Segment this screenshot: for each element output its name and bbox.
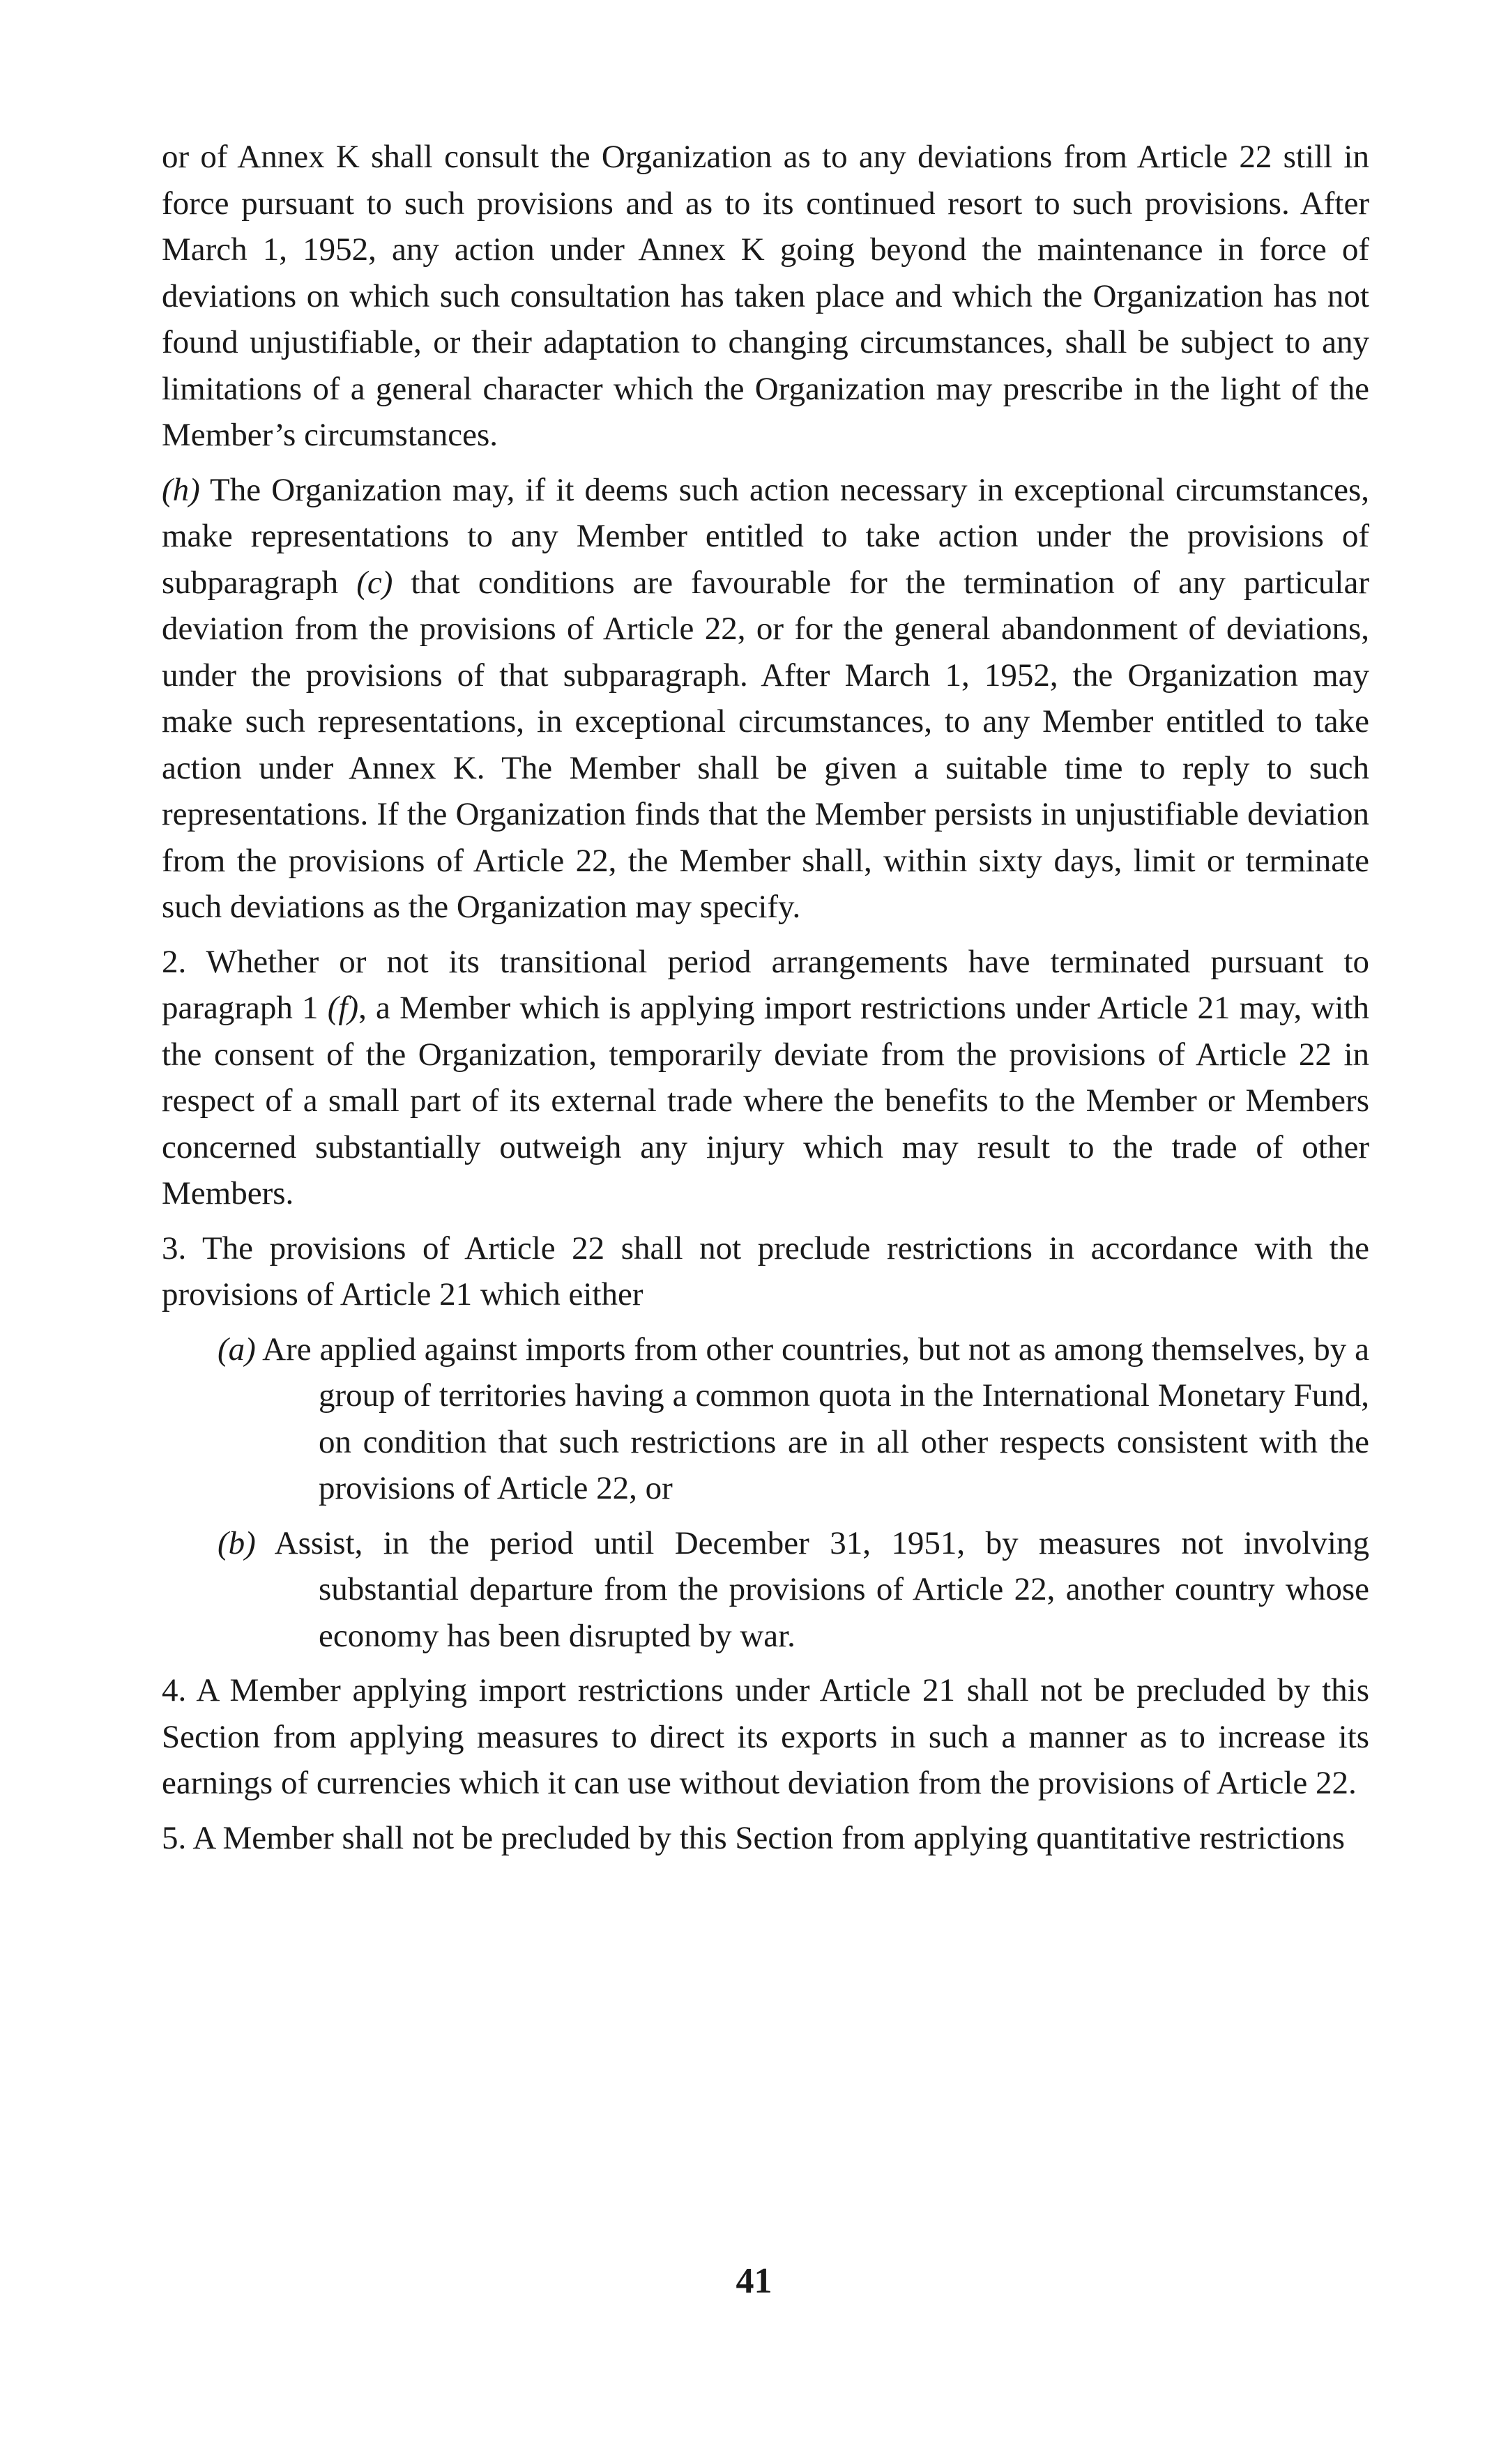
body-text bbox=[162, 134, 1369, 1861]
reference-subparagraph-c: (c) bbox=[356, 564, 393, 601]
paragraph-h-text: The Organization may, if it deems such action necessary in exceptional circumstances, make representations to any Member entitled to take action under the provisions of subparagraph bbox=[162, 471, 1369, 601]
paragraph-3b-text: Assist, in the period until December 31, 1951, by measures not involving substantial departure from the provisions of Article 22, another country whose economy has been disrupted by war. bbox=[255, 1524, 1369, 1654]
subparagraph-marker-a: (a) bbox=[218, 1331, 256, 1368]
paragraph-2 bbox=[162, 939, 1369, 1217]
paragraph-continuation: or of Annex K shall consult the Organization as to any deviations from Article 22 still in force pursuant to such provisions and as to its continued resort to such provisions. After March 1, 1952, any action under Annex K going beyond the maintenance in force of deviations on which such consultation has taken place and which the Organization has not found unjustifiable, or their adaptation to changing circumstances, shall be subject to any limitations of a general character which the Organization may prescribe in the light of the Member’s circumstances. bbox=[162, 139, 1369, 453]
paragraph-h bbox=[162, 467, 1369, 931]
paragraph-4: 4. A Member applying import restrictions under Article 21 shall not be precluded by this Section from applying measures to direct its exports in such a manner as to increase its earnings of currencies which it can use without deviation from the provisions of Article 22. bbox=[162, 1672, 1369, 1801]
paragraph-3: 3. The provisions of Article 22 shall not preclude restrictions in accordance with the provisions of Article 21 which either bbox=[162, 1230, 1369, 1313]
subparagraph-marker-b: (b) bbox=[218, 1524, 256, 1561]
paragraph-2-text: , a Member which is applying import restrictions under Article 21 may, with the consent of the Organization, temporarily deviate from the provisions of Article 22 in respect of a small part of its external trade where the benefits to the Member or Members concerned substantially outweigh any injury which may result to the trade of other Members. bbox=[162, 990, 1370, 1211]
paragraph-3b bbox=[162, 1520, 1369, 1660]
page-number: 41 bbox=[736, 2261, 772, 2301]
paragraph-2-lead: 2. Whether or not its transitional period arrangements have terminated pursuant to paragraph 1 bbox=[162, 943, 1369, 1026]
paragraph-3a bbox=[162, 1326, 1369, 1512]
reference-paragraph-f: (f) bbox=[327, 990, 359, 1026]
paragraph-h-text-continued: that conditions are favourable for the termination of any particular deviation from the provisions of Article 22, or for the general abandonment of deviations, under the provisions of that subparagraph. After March 1, 1952, the Organization may make such representations, in exceptional circumstances, to any Member entitled to take action under Annex K. The Member shall be given a suitable time to reply to such representations. If the Organization finds that the Member persists in unjustifiable deviation from the provisions of Article 22, the Member shall, within sixty days, limit or terminate such deviations as the Organization may specify. bbox=[162, 564, 1369, 925]
subparagraph-marker-h: (h) bbox=[162, 471, 200, 508]
paragraph-5: 5. A Member shall not be precluded by this Section from applying quantitative restrictions bbox=[162, 1819, 1345, 1856]
paragraph-3a-text: Are applied against imports from other countries, but not as among themselves, by a group of territories having a common quota in the International Monetary Fund, on condition that such restrictions are in all other respects consistent with the provisions of Article 22, or bbox=[255, 1331, 1369, 1506]
